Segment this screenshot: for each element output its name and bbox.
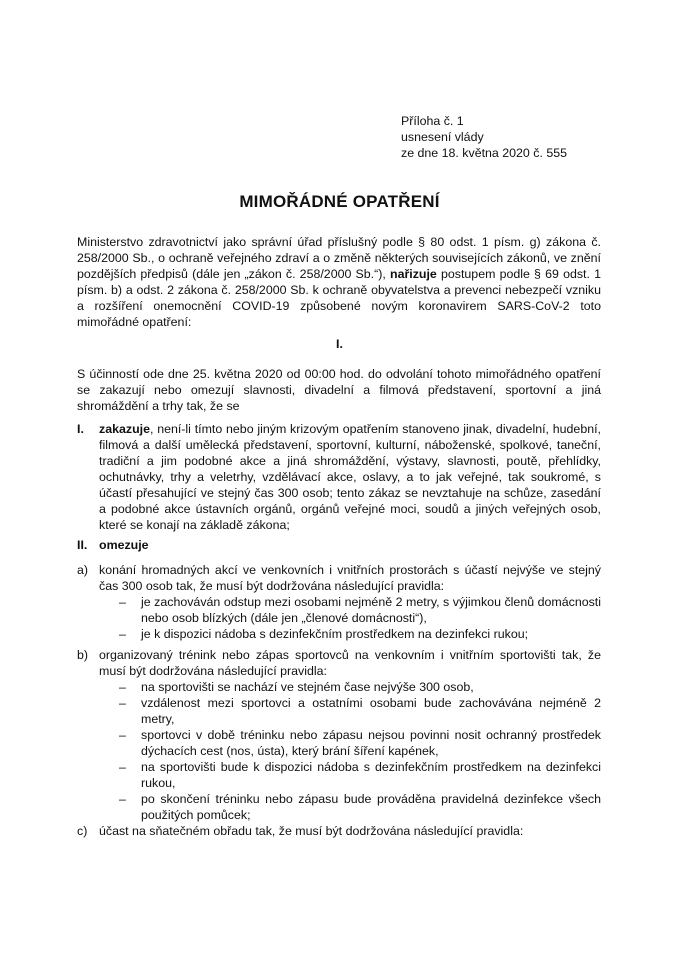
item-a-dash-2 [119,626,601,642]
section-i-number: I. [77,422,84,436]
section-i [77,421,601,533]
item-b-text: organizovaný trénink nebo zápas sportovců na venkovním i vnitřním sportovišti tak, že musí být dodržována následující pravidla: [99,648,601,678]
section-ii [77,537,601,553]
item-b-label: b) [77,648,89,662]
dash-symbol: – [119,792,126,806]
dash-symbol: – [119,696,126,710]
section-i-bold: zakazuje [99,422,150,436]
dash-text: je zachováván odstup mezi osobami nejméně 2 metry, s výjimkou členů domácnosti nebo osob blízkých (dále jen „členové domácnosti“), [141,595,601,625]
item-a-dash-1 [119,594,601,626]
annex-resolution: usnesení vlády [401,130,484,144]
dash-symbol: – [119,627,126,641]
annex-date: ze dne 18. května 2020 č. 555 [401,146,568,160]
dash-symbol: – [119,680,126,694]
dash-text: na sportovišti se nachází ve stejném čase nejvýše 300 osob, [141,680,474,694]
item-a [77,562,601,642]
dash-text: vzdálenost mezi sportovci a ostatními osobami bude zachovávána nejméně 2 metry, [141,696,601,726]
item-b-dash-3 [119,727,601,759]
item-b-dash-5 [119,791,601,823]
dash-symbol: – [119,760,126,774]
section-mark: I. [336,337,343,351]
dash-symbol: – [119,595,126,609]
effective-paragraph: S účinností ode dne 25. května 2020 od 00:00 hod. do odvolání tohoto mimořádného opatření se zakazují nebo omezují slavnosti, divadelní a filmová představení, sportovní a jiná shromáždění a trhy tak, že se [77,367,601,413]
item-a-text: konání hromadných akcí ve venkovních i vnitřních prostorách s účastí nejvýše ve stejný čas 300 osob tak, že musí být dodržována následující pravidla: [99,563,601,593]
section-ii-bold: omezuje [99,538,149,552]
document-title: MIMOŘÁDNÉ OPATŘENÍ [239,192,440,211]
intro-text-2: postupem podle § 69 odst. 1 písm. b) a odst. 2 zákona č. 258/2000 Sb. k ochraně obyvatelstva a prevenci nebezpečí vzniku a rozšíření onemocnění COVID-19 způsobené novým koronavirem SARS-CoV-2 toto mimořádné opatření: [77,267,601,329]
intro-text-1: Ministerstvo zdravotnictví jako správní úřad příslušný podle § 80 odst. 1 písm. g) zákona č. 258/2000 Sb., o ochraně veřejného zdraví a o změně některých souvisejících zákonů, ve znění pozdějších předpisů (dále jen „zákon č. 258/2000 Sb.“), [77,235,601,281]
section-ii-number: II. [77,538,88,552]
intro-paragraph [77,234,601,330]
item-a-label: a) [77,563,89,577]
dash-text: na sportovišti bude k dispozici nádoba s dezinfekčním prostředkem na dezinfekci rukou, [141,760,601,790]
dash-text: je k dispozici nádoba s dezinfekčním prostředkem na dezinfekci rukou; [141,627,529,641]
item-c-label: c) [77,824,88,838]
annex-number: Příloha č. 1 [401,114,464,128]
dash-symbol: – [119,728,126,742]
annex-reference [401,113,567,161]
item-b [77,647,601,823]
section-i-text: , není-li tímto nebo jiným krizovým opatřením stanoveno jinak, divadelní, hudební, filmová a další umělecká představení, sportovní, kulturní, náboženské, spolkové, taneční, tradiční a jim podobné akce a jiná shromáždění, výstavy, slavnosti, poutě, přehlídky, ochutnávky, trhy a veletrhy, vzdělávací akce, oslavy, a to jak veřejné, tak soukromé, s účastí přesahující ve stejný čas 300 osob; tento zákaz se nevztahuje na schůze, zasedání a podobné akce ústavních orgánů, orgánů veřejné moci, soudů a jiných veřejných osob, které se konají na základě zákona; [99,422,601,532]
dash-text: sportovci v době tréninku nebo zápasu nejsou povinni nosit ochranný prostředek dýchacích cest (nos, ústa), který brání šíření kapének, [141,728,601,758]
item-b-dash-2 [119,695,601,727]
dash-text: po skončení tréninku nebo zápasu bude prováděna pravidelná dezinfekce všech použitých pomůcek; [141,792,601,822]
item-b-dash-1 [119,679,601,695]
intro-bold-orders: nařizuje [390,267,437,281]
item-b-dash-4 [119,759,601,791]
item-c-text: účast na sňatečném obřadu tak, že musí být dodržována následující pravidla: [99,824,524,838]
item-c [77,823,601,839]
